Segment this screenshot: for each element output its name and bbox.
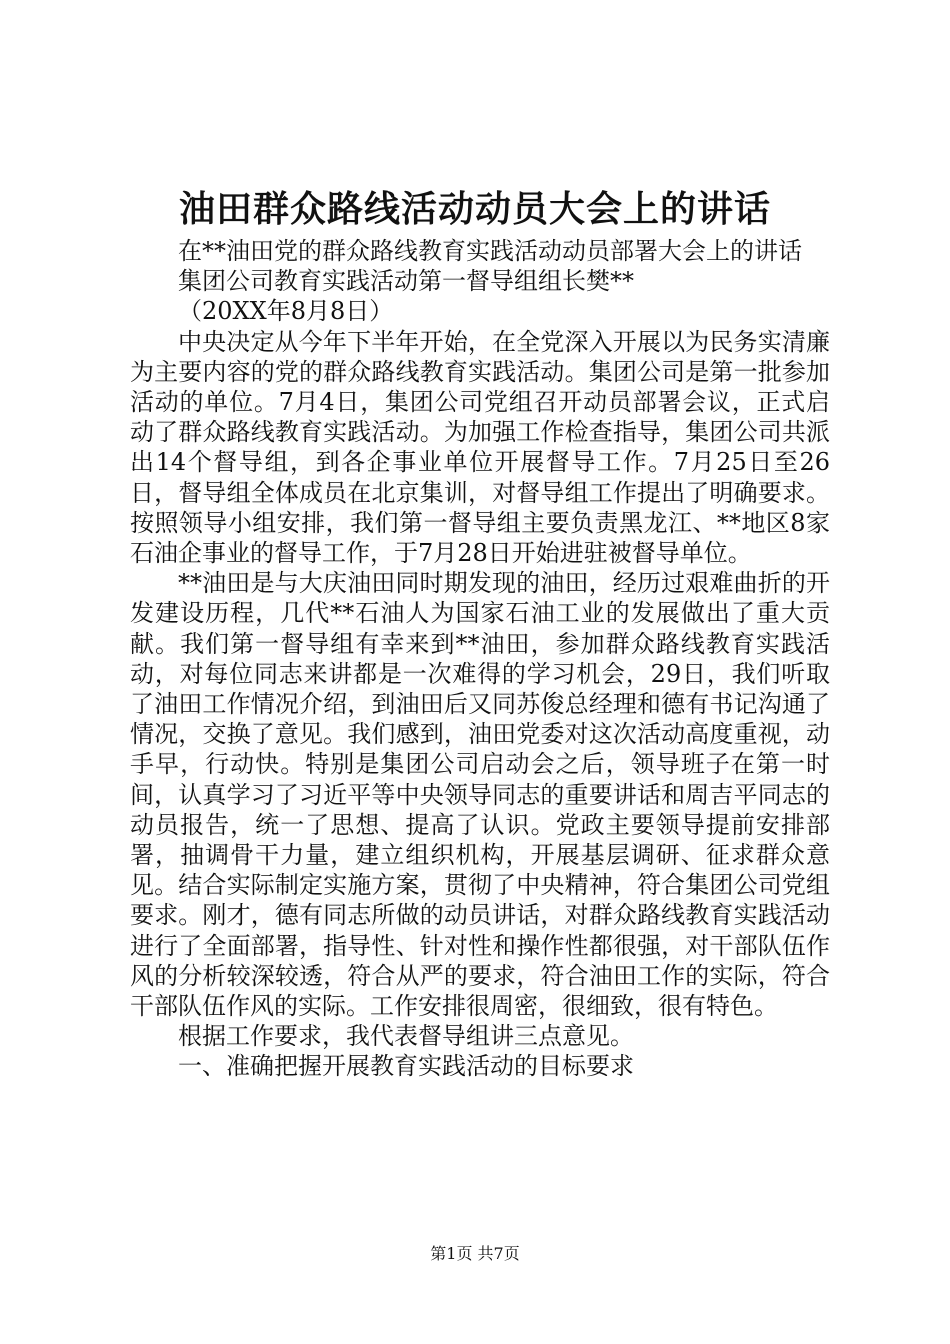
paragraph-background: 中央决定从今年下半年开始，在全党深入开展以为民务实清廉为主要内容的党的群众路线教育实践活动。集团公司是第一批参加活动的单位。7月4日，集团公司党组召开动员部署会议，正式启动了群众路线教育实践活动。为加强工作检查指导，集团公司共派出14个督导组，到各企事业单位开展督导工作。7月25日至26日，督导组全体成员在北京集训，对督导组工作提出了明确要求。按照领导小组安排，我们第一督导组主要负责黑龙江、**地区8家石油企事业的督导工作，于7月28日开始进驻被督导单位。 (130, 327, 830, 568)
paragraph-three-points: 根据工作要求，我代表督导组讲三点意见。 (178, 1022, 634, 1051)
page-footer: 第1页 共7页 (430, 1244, 520, 1263)
document-title: 油田群众路线活动动员大会上的讲话 (178, 188, 771, 230)
paragraph-oilfield-assessment: **油田是与大庆油田同时期发现的油田，经历过艰难曲折的开发建设历程，几代**石油人为国家石油工业的发展做出了重大贡献。我们第一督导组有幸来到**油田，参加群众路线教育实践活动，对每位同志来讲都是一次难得的学习机会，29日，我们听取了油田工作情况介绍，到油田后又同苏俊总经理和德有书记沟通了情况，交换了意见。我们感到，油田党委对这次活动高度重视，动手早，行动快。特别是集团公司启动会之后，领导班子在第一时间，认真学习了习近平等中央领导同志的重要讲话和周吉平同志的动员报告，统一了思想、提高了认识。党政主要领导提前安排部署，抽调骨干力量，建立组织机构，开展基层调研、征求群众意见。结合实际制定实施方案，贯彻了中央精神，符合集团公司党组要求。刚才，德有同志所做的动员讲话，对群众路线教育实践活动进行了全面部署，指导性、针对性和操作性都很强，对干部队伍作风的分析较深较透，符合从严的要求，符合油田工作的实际，符合干部队伍作风的实际。工作安排很周密，很细致，很有特色。 (130, 569, 830, 1021)
document-body (130, 236, 830, 1082)
paragraph-speaker: 集团公司教育实践活动第一督导组组长樊** (178, 267, 634, 296)
paragraph-date: （20XX年8月8日） (178, 297, 394, 326)
paragraph-speech-occasion: 在**油田党的群众路线教育实践活动动员部署大会上的讲话 (178, 237, 802, 265)
section-heading-1: 一、准确把握开展教育实践活动的目标要求 (178, 1052, 634, 1081)
